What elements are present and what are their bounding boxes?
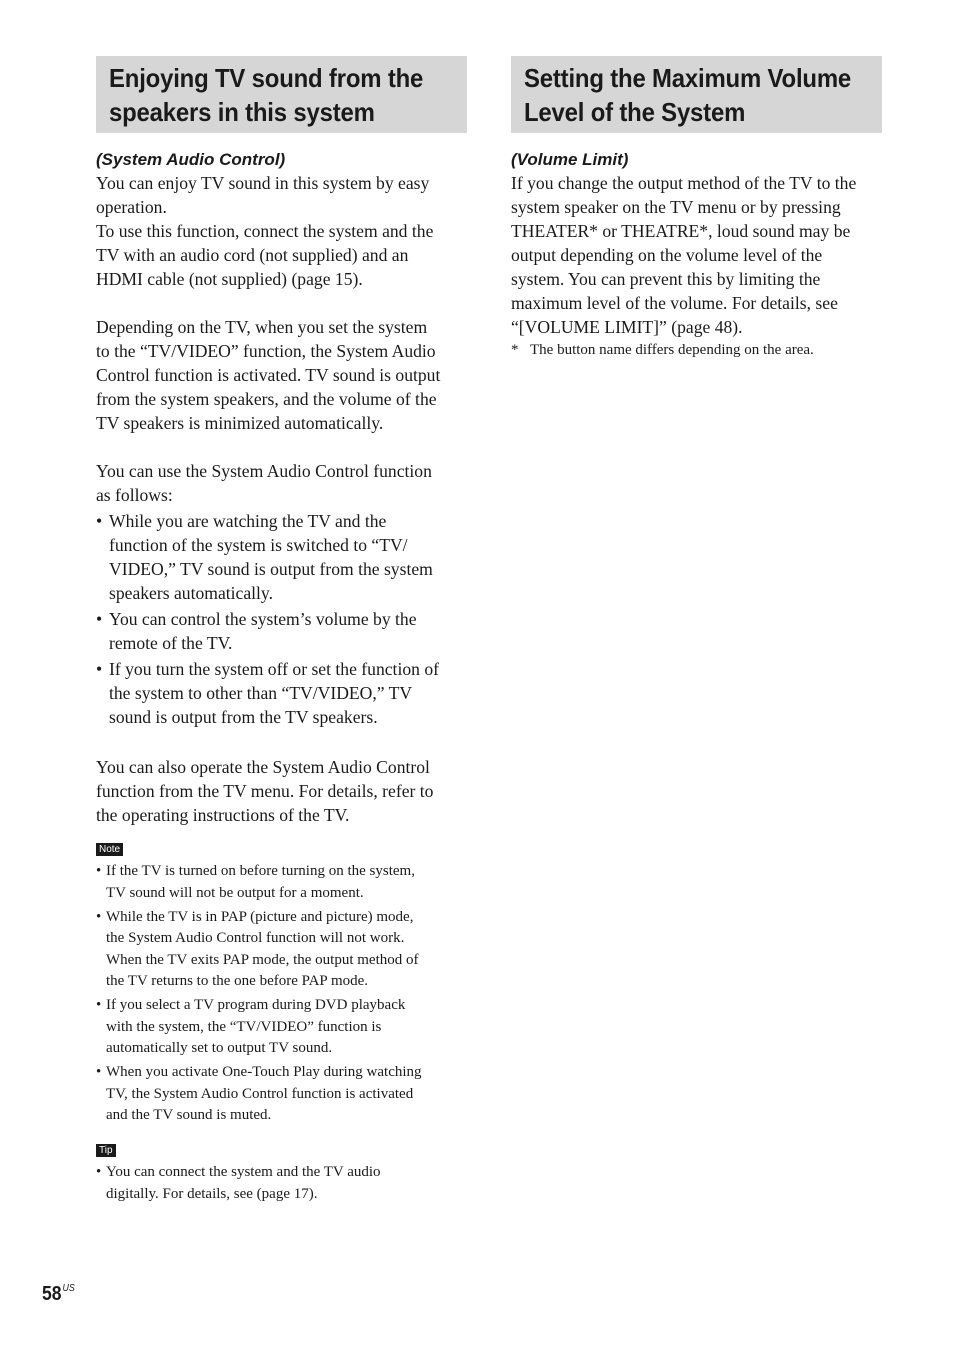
list-item-line: and the TV sound is muted.	[106, 1107, 272, 1123]
text-line: from the system speakers, and the volume of the	[96, 389, 437, 409]
list-item-line: While the TV is in PAP (picture and picture) mode,	[106, 908, 414, 925]
list-item-line: digitally. For details, see (page 17).	[106, 1185, 318, 1202]
list-item-line: You can control the system’s volume by the	[109, 609, 417, 629]
list-item-line: You can connect the system and the TV audio	[106, 1164, 381, 1180]
text-line: system. You can prevent this by limiting the	[511, 269, 821, 289]
list-item-line: While you are watching the TV and the	[109, 511, 387, 531]
list-item-line: VIDEO,” TV sound is output from the system	[109, 559, 433, 579]
note-label: Note	[96, 843, 123, 856]
list-item	[96, 1162, 467, 1205]
page-number	[42, 1283, 75, 1306]
list-item-line: When you activate One-Touch Play during watching	[106, 1064, 422, 1080]
text-line: operation.	[96, 197, 167, 217]
text-line: THEATER* or THEATRE*, loud sound may be	[511, 221, 851, 241]
section-heading	[109, 61, 427, 129]
page-number-suffix: US	[62, 1283, 75, 1294]
list-item	[96, 657, 467, 729]
text-line: You can use the System Audio Control function	[96, 461, 432, 481]
text-line: TV with an audio cord (not supplied) and an	[96, 245, 409, 265]
usage-bullet-list	[96, 509, 467, 729]
list-item	[96, 509, 467, 605]
text-line: Setting the Maximum Volume	[524, 63, 852, 93]
list-item	[96, 995, 467, 1060]
usage-paragraph	[96, 459, 467, 507]
list-item-line: If you select a TV program during DVD playback	[106, 997, 406, 1013]
list-item-line: sound is output from the TV speakers.	[109, 707, 378, 727]
list-item-line: speakers automatically.	[109, 583, 273, 603]
list-item-line: remote of the TV.	[109, 633, 233, 653]
text-line: Depending on the TV, when you set the system	[96, 317, 428, 337]
list-item-line: function of the system is switched to “TV/	[109, 535, 408, 555]
text-line: Enjoying TV sound from the	[109, 63, 424, 93]
text-line: To use this function, connect the system and the	[96, 221, 434, 241]
text-line: function from the TV menu. For details, refer to	[96, 781, 434, 801]
list-item	[96, 607, 467, 655]
tip-list	[96, 1162, 467, 1205]
text-line: You can also operate the System Audio Control	[96, 757, 430, 777]
footnote	[511, 340, 882, 361]
text-line: Level of the System	[524, 97, 746, 127]
text-line: system speaker on the TV menu or by pressing	[511, 197, 841, 217]
subheading: (System Audio Control)	[96, 150, 286, 169]
list-item-line: the TV returns to the one before PAP mode.	[106, 973, 369, 989]
page-number-value: 58	[42, 1283, 62, 1305]
text-line: the operating instructions of the TV.	[96, 805, 350, 825]
list-item-line: the System Audio Control function will not work.	[106, 930, 405, 946]
list-item	[96, 861, 467, 904]
list-item-line: TV sound will not be output for a moment.	[106, 884, 364, 901]
menu-paragraph	[96, 755, 467, 827]
volume-limit-paragraph	[511, 171, 882, 339]
list-item	[96, 1062, 467, 1127]
text-line: speakers in this system	[109, 97, 375, 127]
note-list	[96, 861, 467, 1127]
description-paragraph	[96, 315, 467, 435]
subheading: (Volume Limit)	[511, 150, 629, 169]
text-line: to the “TV/VIDEO” function, the System Audio	[96, 341, 436, 361]
text-line: maximum level of the volume. For details, see	[511, 293, 838, 313]
text-line: HDMI cable (not supplied) (page 15).	[96, 269, 363, 289]
footnote-mark: *	[511, 342, 519, 358]
text-line: If you change the output method of the TV to the	[511, 173, 857, 193]
list-item-line: When the TV exits PAP mode, the output method of	[106, 951, 419, 968]
section-heading-box	[96, 56, 467, 133]
list-item-line: If the TV is turned on before turning on the system,	[106, 863, 415, 879]
tip-label: Tip	[96, 1144, 116, 1157]
section-heading-box	[511, 56, 882, 133]
list-item-line: with the system, the “TV/VIDEO” function is	[106, 1018, 382, 1035]
text-line: TV speakers is minimized automatically.	[96, 413, 384, 433]
list-item-line: TV, the System Audio Control function is activated	[106, 1085, 414, 1102]
text-line: “[VOLUME LIMIT]” (page 48).	[511, 317, 743, 337]
intro-paragraph	[96, 171, 467, 291]
text-line: Control function is activated. TV sound is output	[96, 365, 441, 385]
section-heading	[524, 61, 852, 129]
text-line: as follows:	[96, 485, 173, 505]
list-item-line: If you turn the system off or set the function of	[109, 659, 439, 679]
left-column	[96, 56, 467, 1208]
text-line: You can enjoy TV sound in this system by easy	[96, 173, 430, 193]
right-column	[511, 56, 882, 361]
list-item	[96, 907, 467, 993]
list-item-line: automatically set to output TV sound.	[106, 1040, 333, 1056]
text-line: output depending on the volume level of the	[511, 245, 823, 265]
footnote-text: The button name differs depending on the area.	[530, 342, 814, 358]
list-item-line: the system to other than “TV/VIDEO,” TV	[109, 683, 413, 703]
